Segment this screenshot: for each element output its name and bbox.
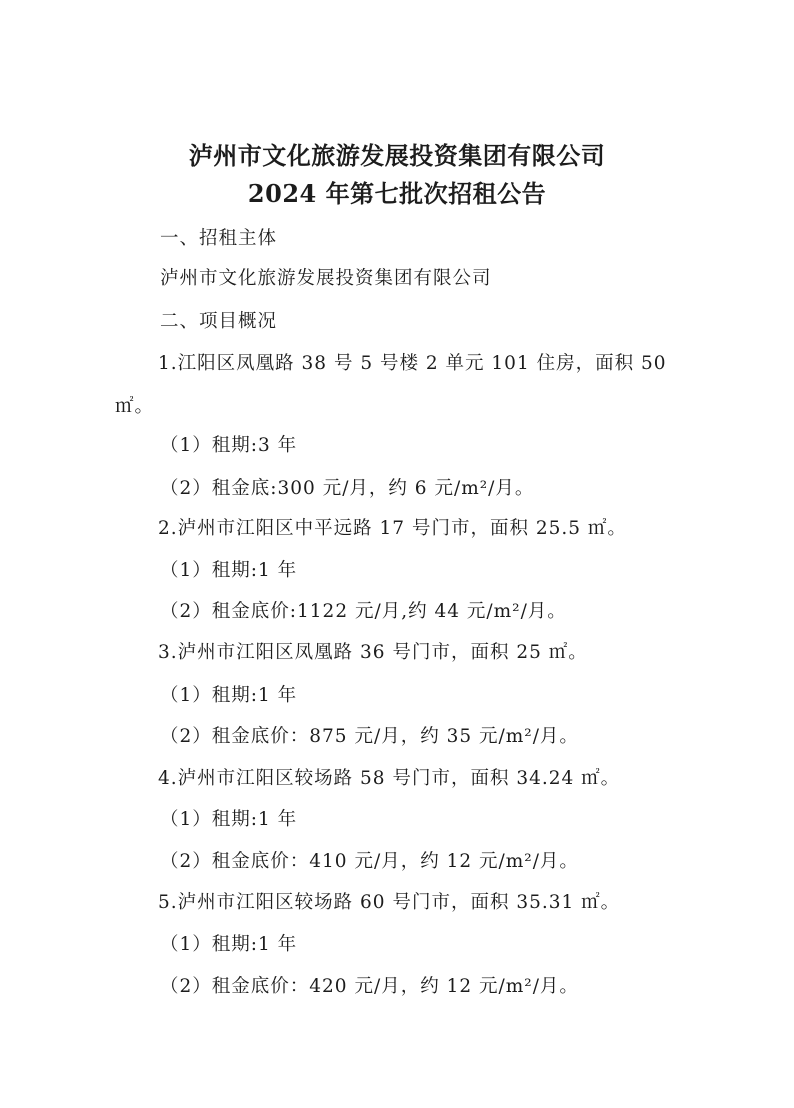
item-2-description: 2.泸州市江阳区中平远路 17 号门市，面积 25.5 ㎡。: [158, 518, 627, 539]
item-5-description: 5.泸州市江阳区较场路 60 号门市，面积 35.31 ㎡。: [158, 892, 621, 913]
section-heading-1: 一、招租主体: [160, 228, 278, 249]
item-1-term: （1）租期:3 年: [160, 435, 298, 456]
item-4-price: （2）租金底价：410 元/月，约 12 元/m²/月。: [160, 851, 579, 872]
section-heading-2: 二、项目概况: [160, 311, 278, 332]
item-1-description: 1.江阳区凤凰路 38 号 5 号楼 2 单元 101 住房，面积 50: [158, 353, 667, 374]
item-4-description: 4.泸州市江阳区较场路 58 号门市，面积 34.24 ㎡。: [158, 768, 621, 789]
item-4-term: （1）租期:1 年: [160, 809, 298, 830]
document-title: 泸州市文化旅游发展投资集团有限公司: [188, 141, 606, 170]
item-3-price: （2）租金底价：875 元/月，约 35 元/m²/月。: [160, 726, 579, 747]
item-3-description: 3.泸州市江阳区凤凰路 36 号门市，面积 25 ㎡。: [158, 642, 588, 663]
item-2-term: （1）租期:1 年: [160, 560, 298, 581]
section-body-1: 泸州市文化旅游发展投资集团有限公司: [160, 268, 492, 289]
item-1-price: （2）租金底:300 元/月，约 6 元/m²/月。: [160, 478, 535, 499]
item-5-price: （2）租金底价：420 元/月，约 12 元/m²/月。: [160, 976, 579, 997]
item-1-description-continued: ㎡。: [115, 396, 155, 417]
item-2-price: （2）租金底价:1122 元/月,约 44 元/m²/月。: [160, 601, 567, 622]
document-subtitle: 2024 年第七批次招租公告: [247, 179, 547, 208]
item-5-term: （1）租期:1 年: [160, 934, 298, 955]
item-3-term: （1）租期:1 年: [160, 685, 298, 706]
